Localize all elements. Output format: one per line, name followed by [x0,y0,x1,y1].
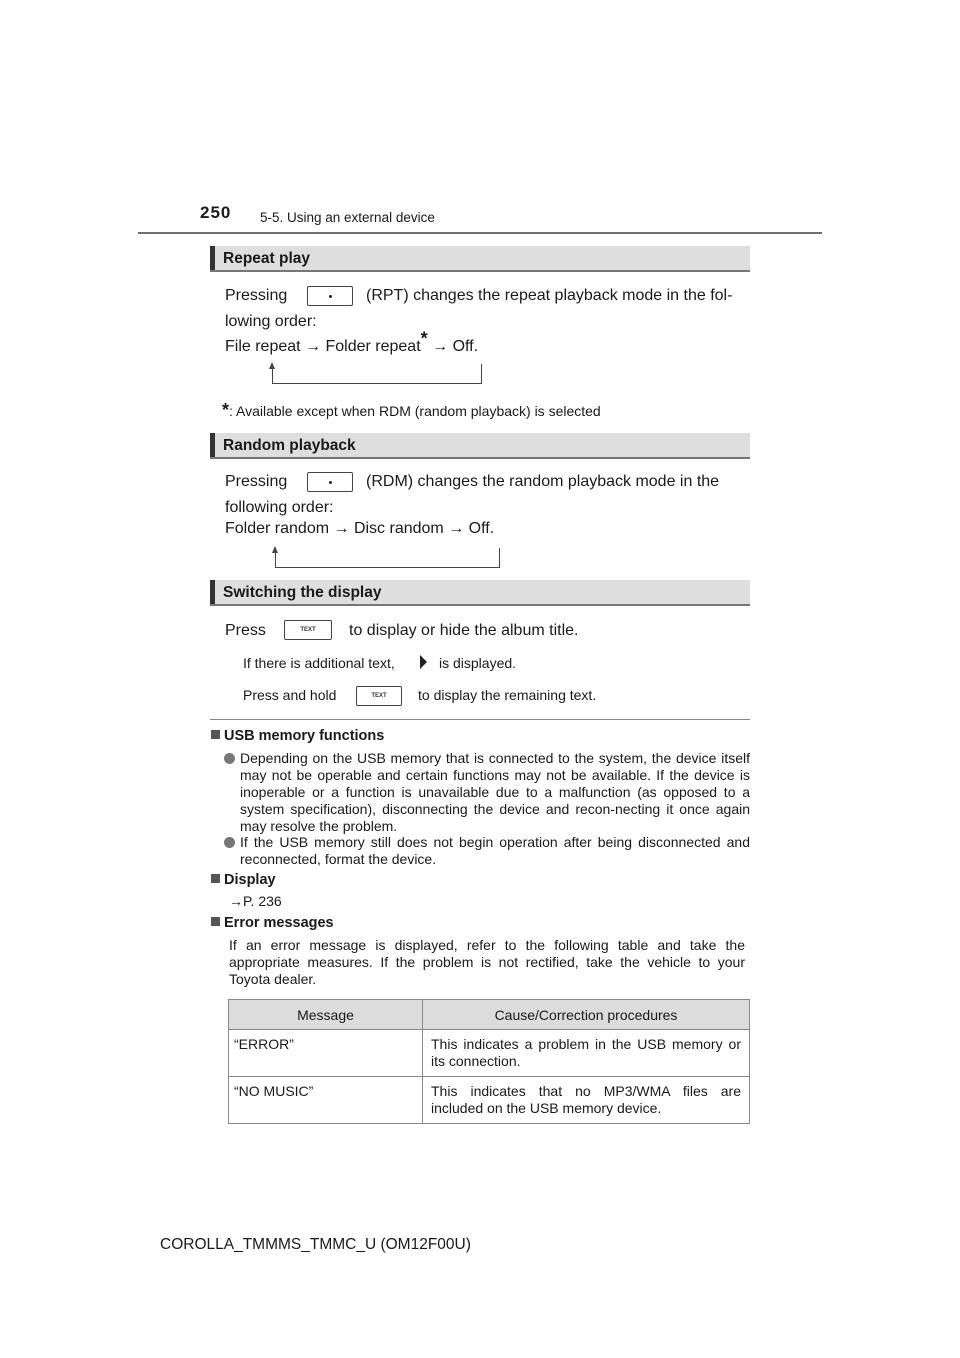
rdm-button-icon [307,472,353,492]
repeat-asterisk: * [420,328,428,349]
note2-start: Press and hold [243,687,337,703]
repeat-pressing: Pressing [225,287,288,304]
table-cell-cause: This indicates a problem in the USB memory or its connection. [423,1030,750,1077]
random-pressing: Pressing [225,473,288,490]
square-bullet-icon [211,730,220,739]
square-bullet-icon [211,874,220,883]
heading-bar [210,580,215,604]
section-divider [210,719,750,720]
round-bullet-icon [224,753,235,764]
error-messages-heading [211,915,334,931]
table-header: Cause/Correction procedures [423,1000,750,1030]
error-intro: If an error message is displayed, refer to the following table and take the appropriate measures. If the problem is not rectified, take the vehicle to your Toyota dealer. [229,937,745,987]
error-messages-heading-text: Error messages [224,915,334,931]
round-bullet-icon [224,837,235,848]
header-rule [138,232,822,234]
display-heading-text: Display [224,872,276,888]
random-line2: following order: [225,499,334,516]
random-playback-heading-text: Random playback [223,437,356,454]
usb-bullet-1-text: Depending on the USB memory that is connected to the system, the device itself may not be operable and certain functions may not be available. If the device is inoperable or a function is unavailable due to a malfunction (as opposed to a system specification), disconnecting the device and recon-necting it once again may resolve the problem. [240,750,750,834]
text-button-icon-2: TEXT [356,686,402,706]
table-row [229,1077,750,1124]
heading-bar [210,433,215,457]
switch-press-end: to display or hide the album title. [349,622,579,639]
random-loop-line [275,548,500,568]
footer-doc-id: COROLLA_TMMMS_TMMC_U (OM12F00U) [160,1236,471,1253]
table-row [229,1030,750,1077]
table-header: Message [229,1000,423,1030]
random-loop-arrow-icon [272,546,278,553]
usb-bullet-2-text: If the USB memory still does not begin operation after being disconnected and reconnected, format the device. [240,834,750,867]
repeat-order-end: → Off. [427,338,479,355]
page-number: 250 [200,203,232,222]
random-line1-end: (RDM) changes the random playback mode in the [366,473,720,490]
usb-bullet-1 [240,750,750,835]
usb-bullet-2 [240,834,750,868]
switching-display-heading-text: Switching the display [223,584,382,601]
repeat-footnote [222,400,601,421]
heading-bar [210,246,215,270]
table-cell-message: “ERROR” [229,1030,423,1077]
repeat-loop-arrow-icon [269,362,275,369]
switch-press: Press [225,622,266,639]
square-bullet-icon [211,917,220,926]
table-cell-cause: This indicates that no MP3/WMA files are included on the USB memory device. [423,1077,750,1124]
repeat-play-heading-text: Repeat play [223,250,311,267]
random-playback-heading [210,433,750,459]
right-triangle-icon [418,654,428,670]
repeat-order [225,328,479,357]
usb-functions-heading [211,728,384,744]
error-table [228,999,750,1124]
rpt-button-icon [307,286,353,306]
footnote-asterisk: * [222,400,230,420]
note1-start: If there is additional text, [243,655,395,671]
repeat-line2: lowing order: [225,313,317,330]
usb-functions-heading-text: USB memory functions [224,728,385,744]
display-page-ref[interactable]: →P. 236 [229,893,282,909]
footnote-text: : Available except when RDM (random playback) is selected [229,403,601,419]
repeat-loop-line [272,364,482,384]
repeat-order-text: File repeat → Folder repeat [225,338,421,355]
table-cell-message: “NO MUSIC” [229,1077,423,1124]
table-header-row [229,1000,750,1030]
repeat-line1-end: (RPT) changes the repeat playback mode in the fol- [366,287,733,304]
note2-end: to display the remaining text. [418,687,597,703]
switching-display-heading [210,580,750,606]
text-button-icon: TEXT [284,620,332,640]
repeat-play-heading [210,246,750,272]
section-title: 5-5. Using an external device [260,210,435,225]
random-order: Folder random → Disc random → Off. [225,520,495,537]
note1-end: is displayed. [439,655,517,671]
display-heading [211,872,276,888]
